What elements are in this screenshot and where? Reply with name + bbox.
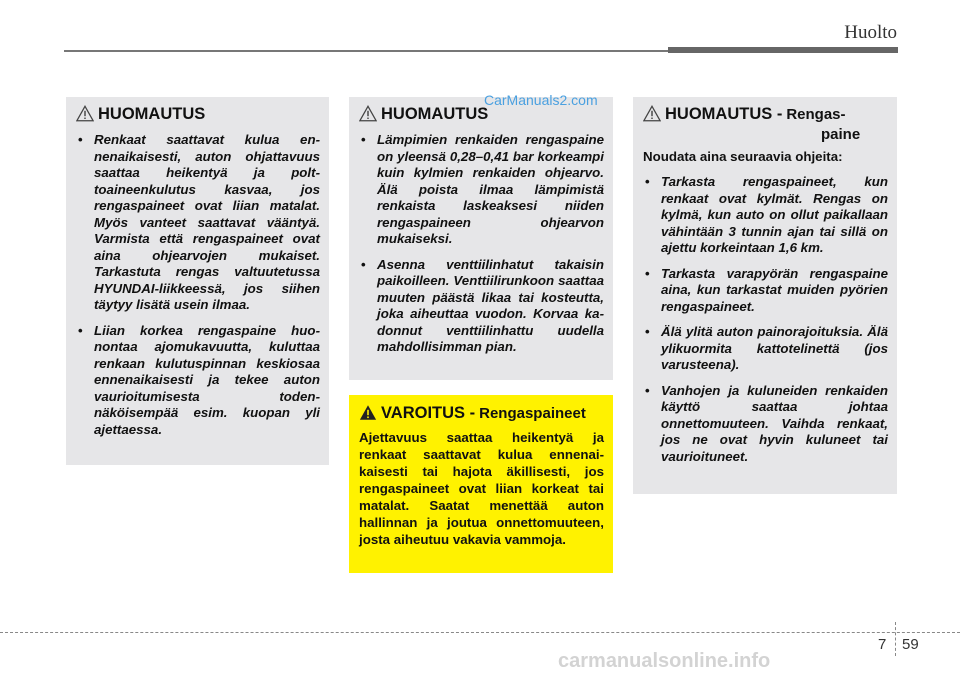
list-item: • Asenna venttiilinhatut takaisin paikoilleen. Venttiilirunkoon saattaa muuten päästä likaa tai kosteutta, joka aiheuttaa vuodon. Korvaa kadonnut venttiilinhattu uudella mahdollisimman pian. bbox=[359, 257, 604, 356]
watermark-top: CarManuals2.com bbox=[484, 92, 598, 108]
notice-box-left bbox=[66, 97, 329, 465]
page-number-separator bbox=[895, 622, 896, 656]
warning-body: Ajettavuus saattaa heikentyä ja renkaat saattavat kulua ennenaikaisesti tai hajota äkillisesti, jos rengaspaineet ovat liian korkeat tai matalat. Saatat menettää auton hallinnan ja joutua onnettomuuteen, josta aiheutuu vakavia vammoja. bbox=[359, 430, 604, 547]
warning-triangle-filled-icon bbox=[359, 404, 377, 421]
notice-subtitle-line2: paine bbox=[821, 126, 861, 143]
notice-title-text: HUOMAUTUS - bbox=[665, 105, 783, 123]
warning-triangle-icon bbox=[643, 105, 661, 122]
notice-list bbox=[643, 174, 888, 465]
header-rule bbox=[64, 50, 670, 52]
notice-title bbox=[643, 105, 888, 124]
notice-list bbox=[76, 132, 320, 438]
page-number: 59 bbox=[902, 636, 919, 653]
notice-title-text: HUOMAUTUS bbox=[381, 105, 489, 123]
header-rule-accent bbox=[668, 47, 898, 53]
list-item: • Tarkasta varapyörän rengaspaine aina, kun tarkastat muiden pyörien rengaspaineet. bbox=[643, 266, 888, 316]
warning-box bbox=[349, 395, 613, 573]
warning-triangle-icon bbox=[359, 105, 377, 122]
watermark-bottom: carmanualsonline.info bbox=[558, 650, 771, 672]
warning-subtitle: Rengaspaineet bbox=[479, 405, 586, 422]
warning-title bbox=[359, 404, 604, 423]
warning-title-text: VAROITUS - bbox=[381, 404, 476, 422]
notice-box-middle bbox=[349, 97, 613, 380]
notice-list bbox=[359, 132, 604, 356]
list-item: • Älä ylitä auton painorajoituksia. Älä ylikuormita kattotelinettä (jos varusteena). bbox=[643, 324, 888, 374]
list-item: • Vanhojen ja kuluneiden renkaiden käyttö saattaa johtaa onnettomuuteen. Vaihda renkaat, jos ne ovat hyvin kuluneet tai vaurioituneet. bbox=[643, 383, 888, 466]
list-item: • Liian korkea rengaspaine huonontaa ajomukavuutta, kuluttaa renkaan kulutuspinnan keskiosaa ennenaikaisesti ja tekee auton vaurioitumisesta todennäköisempää esim. kuopan yli ajettaessa. bbox=[76, 323, 320, 439]
notice-title-text: HUOMAUTUS bbox=[98, 105, 206, 123]
notice-intro: Noudata aina seuraavia ohjeita: bbox=[643, 149, 843, 164]
warning-triangle-icon bbox=[76, 105, 94, 122]
list-item: • Tarkasta rengaspaineet, kun renkaat ovat kylmät. Rengas on kylmä, kun auto on ollut paikallaan vähintään 3 tunnin ajan tai sillä on ajettu korkeintaan 1,6 km. bbox=[643, 174, 888, 257]
list-item: • Lämpimien renkaiden rengaspaine on yleensä 0,28–0,41 bar korkeampi kuin kylmien renkaiden ohjearvo. Älä poista ilmaa lämpimistä renkaista laskeaksesi niiden rengaspaineen ohjearvon mukaiseksi. bbox=[359, 132, 604, 248]
notice-title bbox=[76, 105, 320, 124]
notice-box-right bbox=[633, 97, 897, 494]
notice-subtitle: Rengas- bbox=[786, 106, 846, 123]
chapter-number: 7 bbox=[878, 636, 887, 653]
footer-rule bbox=[0, 632, 960, 633]
list-item: • Renkaat saattavat kulua ennenaikaisesti, auton ohjattavuus saattaa heikentyä ja polttoaineenkulutus kasvaa, jos rengaspaineet ovat liian matalat. Myös vanteet saattavat vääntyä. Varmista että rengaspaineet ovat aina ohjearvojen mukaiset. Tarkastuta rengas valtuutetussa HYUNDAI-liikkeessä, jos siihen täytyy lisätä usein ilmaa. bbox=[76, 132, 320, 314]
page-header-title: Huolto bbox=[844, 22, 897, 43]
